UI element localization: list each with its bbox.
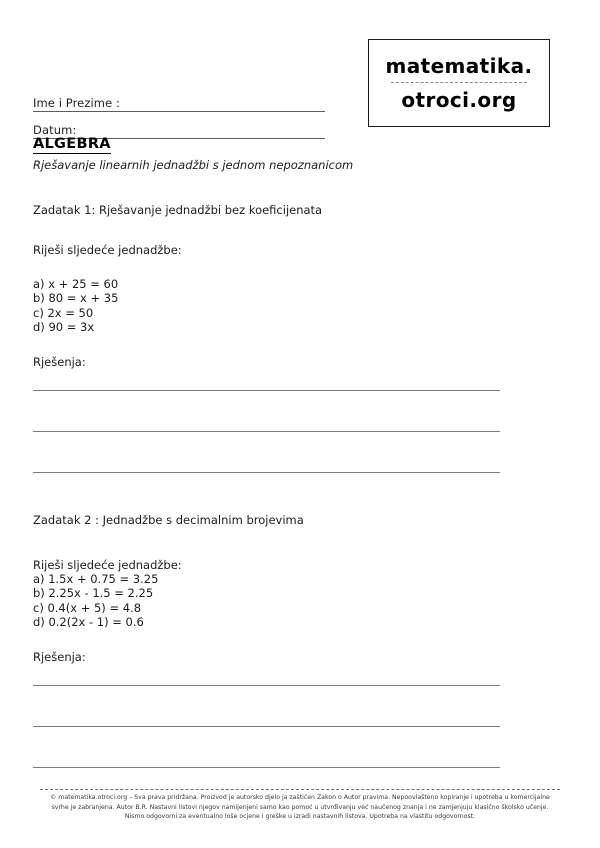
answer-write-line[interactable]: [33, 390, 500, 391]
equation-item: c) 0.4(x + 5) = 4.8: [33, 600, 142, 615]
answer-write-line[interactable]: [33, 431, 500, 432]
name-field-label: Ime i Prezime :: [33, 96, 120, 110]
footer-copyright: [30, 793, 570, 822]
answer-write-line[interactable]: [33, 685, 500, 686]
footer-line-1: © matematika.otroci.org – Sva prava pridržana. Proizvod je autorsko djelo ja zaštićen Zakon o Autor pravima. Nepoovlašteno kopiranje i upotreba u komercijalne: [50, 794, 550, 802]
name-field-row: [33, 96, 325, 112]
footer-line-2: svrhe je zabranjena. Autor B.R. Nastavni listovi njegov namijenjeni samo kao pomoć u utvrđivanju već naučenog znanja i ne zamjenjuju klasično školsko učenje.: [51, 803, 549, 811]
page-footer: [0, 789, 600, 822]
answer-write-line[interactable]: [33, 726, 500, 727]
page-title: ALGEBRA: [33, 136, 111, 152]
site-logo: [368, 39, 550, 127]
name-write-line[interactable]: [120, 96, 325, 112]
date-field-label: Datum:: [33, 123, 77, 137]
task-1-answer-lines: [33, 390, 500, 473]
footer-divider: [40, 789, 560, 790]
task-2-answer-lines: [33, 685, 500, 768]
equation-item: b) 80 = x + 35: [33, 291, 119, 306]
task-2-equation-list: [33, 572, 563, 630]
answer-write-line[interactable]: [33, 472, 500, 473]
equation-item: a) x + 25 = 60: [33, 277, 119, 291]
task-2-instruction: Riješi sljedeće jednadžbe:: [33, 558, 182, 572]
equation-item: b) 2.25x - 1.5 = 2.25: [33, 586, 154, 601]
logo-line-bottom: otroci.org: [401, 88, 517, 112]
task-1-heading: Zadatak 1: Rješavanje jednadžbi bez koeficijenata: [33, 203, 323, 217]
equation-item: a) 1.5x + 0.75 = 3.25: [33, 572, 159, 586]
equation-item: d) 90 = 3x: [33, 320, 95, 335]
task-1-equation-list: [33, 277, 563, 335]
task-1-answers-label: Rješenja:: [33, 354, 86, 369]
footer-line-3: Nismo odgovorni za eventualno loše ocjene i greške u izradi nastavnih listova. Upotreba na vlastitu odgovornost.: [124, 813, 476, 821]
title-block: [33, 133, 353, 172]
task-2-heading: Zadatak 2 : Jednadžbe s decimalnim brojevima: [33, 513, 304, 527]
answer-write-line[interactable]: [33, 767, 500, 768]
task-2-answers-label: Rješenja:: [33, 649, 86, 664]
logo-line-top: matematika.: [385, 54, 533, 78]
equation-item: c) 2x = 50: [33, 305, 94, 320]
task-section-1: [33, 203, 563, 473]
equation-item: d) 0.2(2x - 1) = 0.6: [33, 615, 144, 630]
task-section-2: [33, 513, 563, 768]
task-1-instruction: Riješi sljedeće jednadžbe:: [33, 243, 182, 257]
page-subtitle: Rješavanje linearnih jednadžbi s jednom nepoznanicom: [33, 158, 354, 172]
logo-divider: [391, 82, 527, 83]
